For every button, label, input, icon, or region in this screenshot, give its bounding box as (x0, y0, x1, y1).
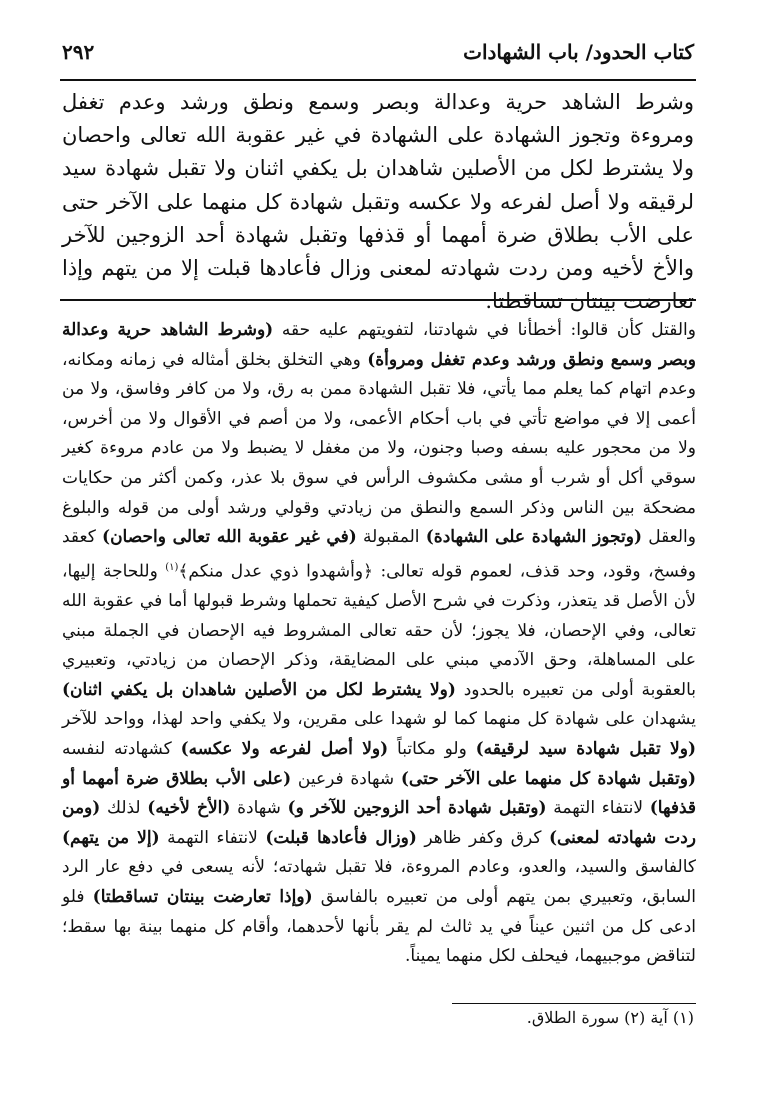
footnote-rule (452, 1003, 696, 1004)
page-header (62, 40, 694, 64)
quoted-matn: (الأخ لأخيه) (147, 798, 231, 819)
commentary-plain: كالفاسق والسيد، والعدو، وعادم المروءة، فلا تقبل شهادته؛ لأنه يسعى في دفع عار الرد السابق، وتعبيري بمن يتهم أولى من تعبيره بالفاسق (62, 857, 696, 907)
quoted-matn: (وتجوز الشهادة على الشهادة) (425, 527, 642, 548)
commentary-plain: فلو ادعى كل من اثنين عيناً في يد ثالث لم يقر بأنها لأحدهما، وأقام كل منهما بينة بها سقط؛ لتناقض موجبيهما، فيحلف لكل منهما يميناً. (62, 886, 696, 967)
commentary-plain: لذلك (100, 798, 148, 819)
matn-text: وشرط الشاهد حرية وعدالة وبصر وسمع ونطق ورشد وعدم تغفل ومروءة وتجوز الشهادة على الشهادة في غير عقوبة الله تعالى واحصان ولا يشترط لكل من الأصلين شاهدان بل يكفي اثنان ولا تقبل شهادة سيد لرقيقه ولا أصل لفرعه ولا عكسه وتقبل شهادة كل منهما على الآخر حتى على الأب بطلاق ضرة أمهما أو قذفها وتقبل شهادة أحد الزوجين للآخر والأخ لأخيه ومن ردت شهادته لمعنى وزال فأعادها قبلت إلا من يتهم وإذا تعارضت بينتان تساقطتا. (62, 90, 694, 314)
commentary-plain: لانتفاء التهمة (159, 827, 266, 848)
commentary-plain: وهي التخلق بخلق أمثاله في زمانه ومكانه، وعدم اتهام كما يعلم مما يأتي، فلا تقبل الشهادة ممن به رق، ولا من كافر وفاسق، ولا من أعمى إلا في مواضع تأتي في باب أحكام الأعمى، ولا من أصم في الأقوال ولا من أخرس، ولا من محجور عليه بسفه وصبا وجنون، ولا من مغفل لا يضبط ولا من عادم مروءة كغير سوقي أكل أو شرب أو مشى مكشوف الرأس في سوق بلا عذر، وكمن أكثر من حكايات مضحكة بين الناس وذكر السمع والنطق من زيادتي وقولي ورشد أولى من قوله والبلوغ والعقل (62, 349, 696, 548)
quoted-matn: (وإذا تعارضت بينتان تساقطتا) (92, 886, 313, 907)
commentary-plain: وللحاجة إليها، لأن الأصل قد يتعذر، وذكرت في شرح الأصل كيفية تحملها وشرط قبولها أما في عقوبة الله تعالى، وفي الإحصان، فلا يجوز؛ لأن حقه تعالى المشروط فيه الإحصان في الجملة مبني على المساهلة، وحق الآدمي مبني على المضايقة، وذكر الإحصان من زيادتي، وتعبيري بالعقوبة أولى من تعبيره بالحدود (62, 561, 696, 700)
quoted-matn: (ومن ردت شهادته لمعنى) (62, 798, 697, 848)
commentary-plain: شهادة (230, 798, 288, 819)
separator-rule (60, 299, 696, 301)
commentary-plain: شهادة فرعين (291, 768, 401, 789)
footnote-reference: (١) (165, 561, 179, 573)
quoted-matn: (وزال فأعادها قبلت) (265, 827, 417, 848)
quoted-matn: (وتقبل شهادة أحد الزوجين للآخر و) (287, 798, 547, 819)
quoted-matn: (في غير عقوبة الله تعالى واحصان) (102, 527, 357, 548)
commentary-plain: كشهادته لنفسه (62, 738, 181, 759)
page-number: ٢٩٢ (62, 40, 95, 64)
commentary-plain: كعقد وفسخ، وقود، وحد قذف، لعموم قوله تعالى: ﴿وأشهدوا ذوي عدل منكم﴾ (62, 527, 696, 582)
header-rule (60, 79, 696, 81)
running-title: كتاب الحدود/ باب الشهادات (463, 40, 694, 64)
commentary-text (62, 316, 696, 972)
commentary-plain: كرق وكفر ظاهر (416, 827, 549, 848)
quoted-matn: (وتقبل شهادة كل منهما على الآخر حتى) (400, 768, 697, 789)
commentary-plain: المقبولة (356, 527, 426, 548)
commentary-plain: ولو مكاتباً (388, 738, 476, 759)
commentary-plain: يشهدان على شهادة كل منهما كما لو شهدا على مقرين، ولا يكفي واحد لهذا، وواحد للآخر (62, 709, 696, 730)
commentary-plain: والقتل كأن قالوا: أخطأنا في شهادتنا، لتفويتهم عليه حقه (273, 320, 696, 340)
quoted-matn: (على الأب بطلاق ضرة أمهما أو قذفها) (62, 768, 697, 819)
footnote: (١) آية (٢) سورة الطلاق. (526, 1008, 694, 1027)
commentary-plain: لانتفاء التهمة (546, 798, 650, 819)
quoted-matn: (ولا تقبل شهادة سيد لرقيقه) (475, 738, 696, 759)
quoted-matn: (ولا أصل لفرعه ولا عكسه) (180, 738, 389, 759)
quoted-matn: (إلا من يتهم) (62, 827, 160, 848)
quoted-matn: (ولا يشترط لكل من الأصلين شاهدان بل يكفي اثنان) (62, 679, 456, 700)
quoted-matn: (وشرط الشاهد حرية وعدالة وبصر وسمع ونطق ورشد وعدم تغفل ومروأة) (62, 320, 697, 370)
